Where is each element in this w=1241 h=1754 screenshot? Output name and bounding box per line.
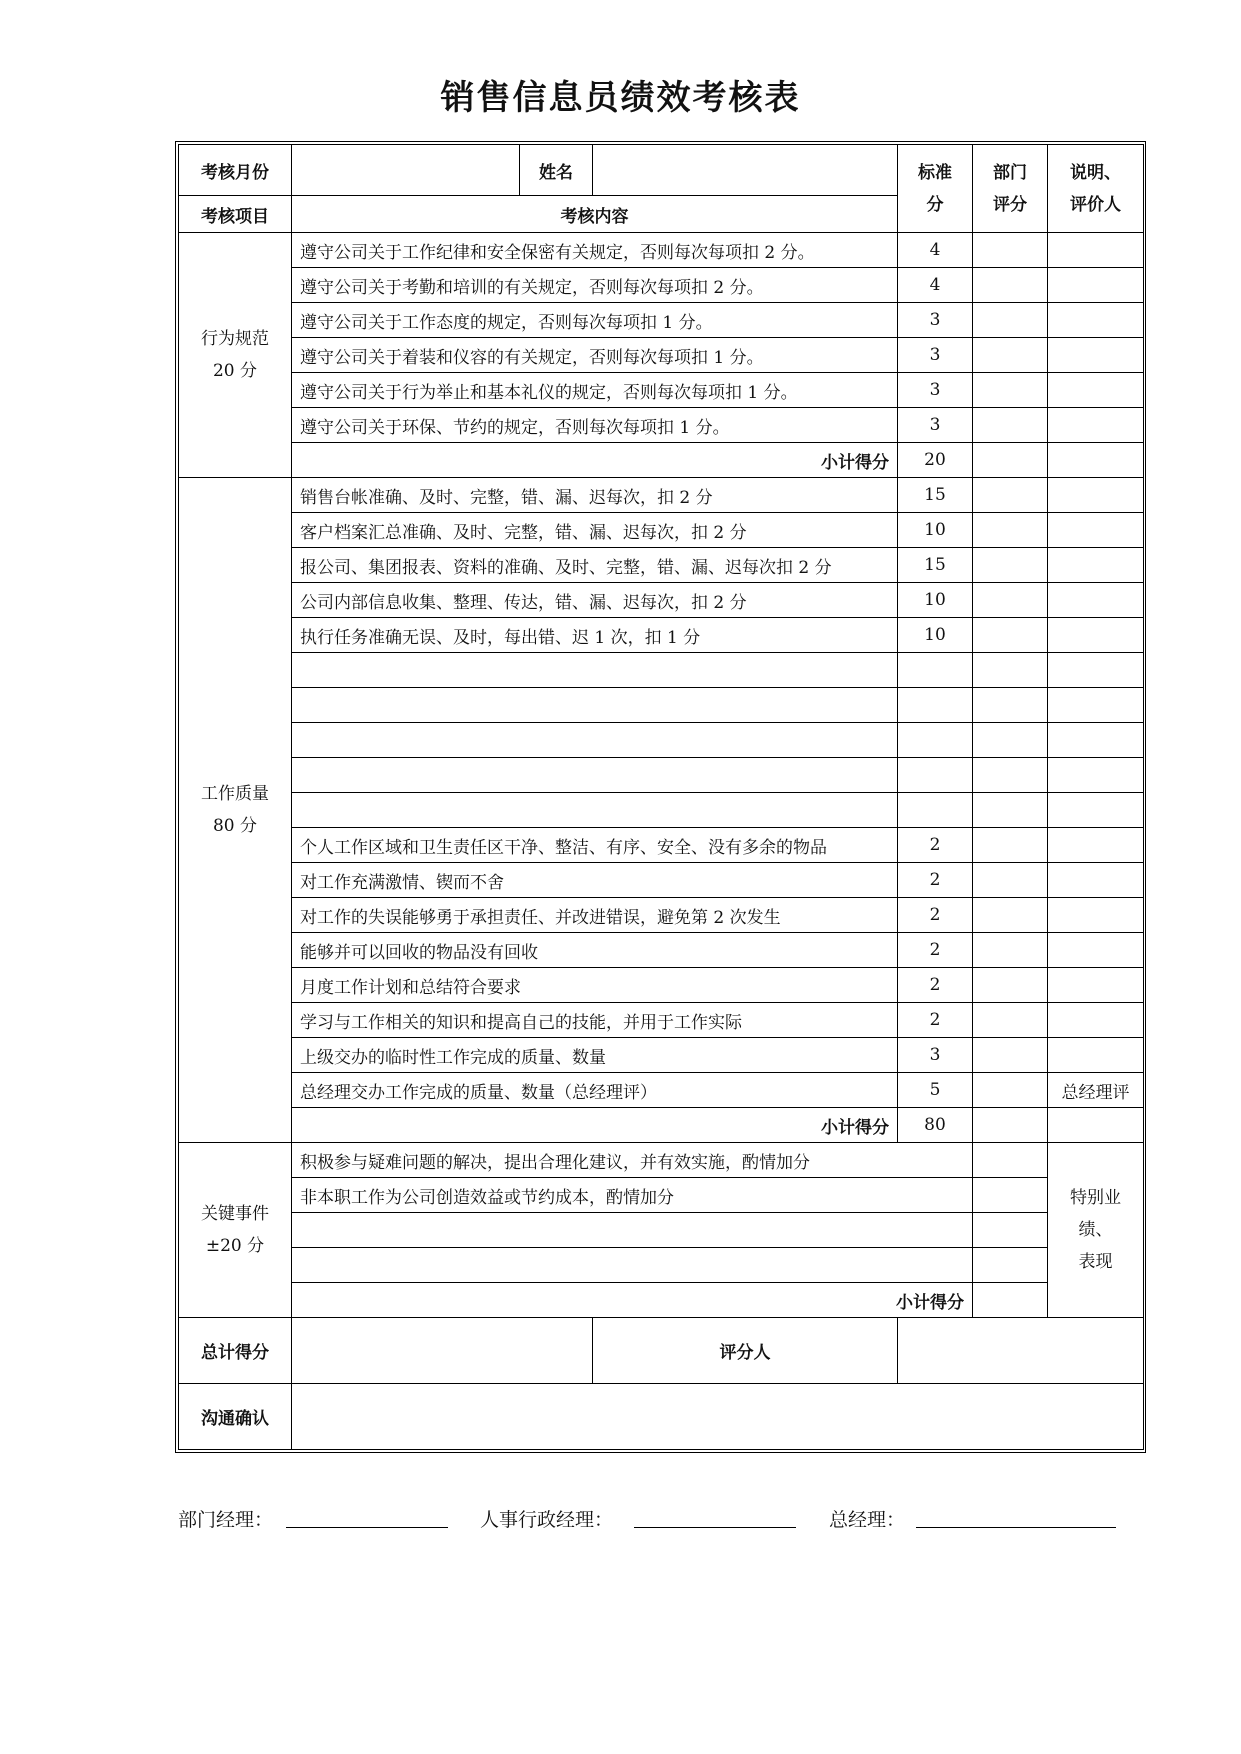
quality-standard-score: 10 [898,618,973,653]
quality-note [1048,1038,1144,1073]
quality-dept-score-field[interactable] [973,758,1048,793]
quality-note [1048,618,1144,653]
quality-subtotal-label: 小计得分 [292,1108,898,1143]
quality-standard-score: 2 [898,1003,973,1038]
general-manager-label: 总经理： [829,1509,906,1531]
quality-standard-score [898,688,973,723]
quality-item: 上级交办的临时性工作完成的质量、数量 [292,1038,898,1073]
quality-standard-score: 2 [898,933,973,968]
dept-score-header [973,145,1048,233]
behavior-dept-score-field[interactable] [973,303,1048,338]
quality-dept-score-field[interactable] [973,933,1048,968]
content-label: 考核内容 [292,196,898,233]
quality-item: 能够并可以回收的物品没有回收 [292,933,898,968]
behavior-subtotal-value: 20 [898,443,973,478]
quality-dept-score-field[interactable] [973,793,1048,828]
dept-score-label-2: 评分 [993,194,1027,215]
quality-standard-score [898,758,973,793]
quality-dept-score-field[interactable] [973,618,1048,653]
key-events-note-line-1: 特别业绩、 [1070,1188,1121,1240]
behavior-subtotal-dept-field[interactable] [973,443,1048,478]
quality-item: 对工作的失误能够勇于承担责任、并改进错误，避免第 2 次发生 [292,898,898,933]
quality-dept-score-field[interactable] [973,863,1048,898]
quality-dept-score-field[interactable] [973,688,1048,723]
key-event-dept-score-field[interactable] [973,1178,1048,1213]
behavior-dept-score-field[interactable] [973,338,1048,373]
quality-item [292,793,898,828]
quality-item [292,653,898,688]
key-events-subtotal-label: 小计得分 [292,1283,973,1318]
item-label: 考核项目 [179,196,292,233]
standard-score-label-2: 分 [926,194,944,215]
behavior-note-field[interactable] [1048,233,1144,268]
quality-dept-score-field[interactable] [973,1038,1048,1073]
total-score-field[interactable] [292,1318,593,1384]
quality-item: 销售台帐准确、及时、完整，错、漏、迟每次，扣 2 分 [292,478,898,513]
quality-standard-score: 2 [898,863,973,898]
key-event-dept-score-field[interactable] [973,1143,1048,1178]
quality-item: 月度工作计划和总结符合要求 [292,968,898,1003]
quality-standard-score: 3 [898,1038,973,1073]
quality-note [1048,513,1144,548]
behavior-standard-score: 4 [898,233,973,268]
quality-note [1048,863,1144,898]
behavior-dept-score-field[interactable] [973,268,1048,303]
key-event-dept-score-field[interactable] [973,1213,1048,1248]
behavior-dept-score-field[interactable] [973,233,1048,268]
month-label: 考核月份 [179,145,292,196]
key-event-item [292,1248,973,1283]
page-title: 销售信息员绩效考核表 [440,78,801,118]
quality-note [1048,723,1144,758]
quality-standard-score [898,653,973,688]
behavior-item: 遵守公司关于工作纪律和安全保密有关规定，否则每次每项扣 2 分。 [292,233,898,268]
quality-standard-score [898,723,973,758]
key-event-item [292,1213,973,1248]
quality-note [1048,478,1144,513]
quality-note: 总经理评 [1048,1073,1144,1108]
quality-note [1048,583,1144,618]
behavior-note-field[interactable] [1048,338,1144,373]
standard-score-label-1: 标准 [918,162,952,183]
dept-score-label-1: 部门 [993,162,1027,183]
communication-confirm-label: 沟通确认 [179,1384,292,1450]
quality-note [1048,653,1144,688]
quality-note [1048,548,1144,583]
quality-dept-score-field[interactable] [973,548,1048,583]
quality-dept-score-field[interactable] [973,583,1048,618]
quality-standard-score: 15 [898,548,973,583]
quality-note [1048,758,1144,793]
rater-label: 评分人 [593,1318,898,1384]
standard-score-header [898,145,973,233]
quality-category [179,478,292,1143]
quality-standard-score: 10 [898,513,973,548]
behavior-item: 遵守公司关于着装和仪容的有关规定，否则每次每项扣 1 分。 [292,338,898,373]
quality-dept-score-field[interactable] [973,478,1048,513]
quality-item: 执行任务准确无误、及时，每出错、迟 1 次，扣 1 分 [292,618,898,653]
quality-item: 总经理交办工作完成的质量、数量（总经理评） [292,1073,898,1108]
behavior-item: 遵守公司关于考勤和培训的有关规定，否则每次每项扣 2 分。 [292,268,898,303]
behavior-dept-score-field[interactable] [973,373,1048,408]
dept-manager-signature-field[interactable] [286,1505,448,1528]
behavior-note-field[interactable] [1048,373,1144,408]
general-manager-signature-field[interactable] [916,1505,1116,1528]
behavior-item: 遵守公司关于行为举止和基本礼仪的规定，否则每次每项扣 1 分。 [292,373,898,408]
key-event-item: 非本职工作为公司创造效益或节约成本，酌情加分 [292,1178,973,1213]
quality-standard-score: 5 [898,1073,973,1108]
quality-note [1048,968,1144,1003]
quality-item [292,758,898,793]
quality-note [1048,1003,1144,1038]
key_events-category-name: 关键事件 [201,1204,269,1224]
quality-note [1048,688,1144,723]
note-label-2: 评价人 [1070,194,1121,215]
quality-category-points: 80 分 [212,816,258,836]
behavior-category-points: 20 分 [212,361,258,381]
behavior-category [179,233,292,478]
quality-dept-score-field[interactable] [973,653,1048,688]
rater-field[interactable] [898,1318,1144,1384]
quality-standard-score: 2 [898,898,973,933]
quality-standard-score: 2 [898,968,973,1003]
quality-dept-score-field[interactable] [973,513,1048,548]
behavior-item: 遵守公司关于工作态度的规定，否则每次每项扣 1 分。 [292,303,898,338]
behavior-note-field[interactable] [1048,408,1144,443]
quality-item: 报公司、集团报表、资料的准确、及时、完整，错、漏、迟每次扣 2 分 [292,548,898,583]
quality-standard-score: 2 [898,828,973,863]
quality-item: 学习与工作相关的知识和提高自己的技能，并用于工作实际 [292,1003,898,1038]
behavior-note-field[interactable] [1048,268,1144,303]
key-events-note-line-2: 表现 [1078,1252,1113,1272]
behavior-standard-score: 3 [898,408,973,443]
key-event-dept-score-field[interactable] [973,1248,1048,1283]
quality-item [292,688,898,723]
quality-dept-score-field[interactable] [973,1073,1048,1108]
quality-dept-score-field[interactable] [973,968,1048,1003]
quality-note [1048,898,1144,933]
hr-manager-signature-field[interactable] [634,1505,796,1528]
month-field[interactable] [292,145,520,196]
total-score-label: 总计得分 [179,1318,292,1384]
behavior-item: 遵守公司关于环保、节约的规定，否则每次每项扣 1 分。 [292,408,898,443]
quality-item: 个人工作区域和卫生责任区干净、整洁、有序、安全、没有多余的物品 [292,828,898,863]
quality-standard-score [898,793,973,828]
appraisal-table [178,144,1144,1450]
quality-note [1048,793,1144,828]
quality-item [292,723,898,758]
note-label-1: 说明、 [1070,162,1121,183]
behavior-note-field[interactable] [1048,303,1144,338]
hr-manager-label: 人事行政经理： [480,1509,614,1531]
dept-manager-label: 部门经理： [178,1509,274,1531]
quality-dept-score-field[interactable] [973,723,1048,758]
quality-subtotal-value: 80 [898,1108,973,1143]
name-field[interactable] [593,145,898,196]
behavior-subtotal-label: 小计得分 [292,443,898,478]
quality-dept-score-field[interactable] [973,1003,1048,1038]
behavior-standard-score: 3 [898,338,973,373]
behavior-dept-score-field[interactable] [973,408,1048,443]
quality-note [1048,828,1144,863]
key-events-note [1048,1143,1144,1318]
quality-note [1048,933,1144,968]
behavior-category-name: 行为规范 [201,329,269,349]
name-label: 姓名 [520,145,593,196]
communication-confirm-field[interactable] [292,1384,1144,1450]
quality-subtotal-dept-field[interactable] [973,1108,1048,1143]
quality-item: 公司内部信息收集、整理、传达，错、漏、迟每次，扣 2 分 [292,583,898,618]
behavior-standard-score: 3 [898,373,973,408]
behavior-standard-score: 4 [898,268,973,303]
quality-standard-score: 15 [898,478,973,513]
behavior-standard-score: 3 [898,303,973,338]
quality-item: 客户档案汇总准确、及时、完整，错、漏、迟每次，扣 2 分 [292,513,898,548]
quality-dept-score-field[interactable] [973,828,1048,863]
behavior-subtotal-note-field[interactable] [1048,443,1144,478]
key_events-category [179,1143,292,1318]
quality-subtotal-note-field[interactable] [1048,1108,1144,1143]
quality-standard-score: 10 [898,583,973,618]
quality-item: 对工作充满激情、锲而不舍 [292,863,898,898]
quality-dept-score-field[interactable] [973,898,1048,933]
quality-category-name: 工作质量 [201,784,269,804]
key-events-subtotal-field[interactable] [973,1283,1048,1318]
key_events-category-points: ±20 分 [205,1236,265,1256]
key-event-item: 积极参与疑难问题的解决，提出合理化建议，并有效实施，酌情加分 [292,1143,973,1178]
note-header [1048,145,1144,233]
